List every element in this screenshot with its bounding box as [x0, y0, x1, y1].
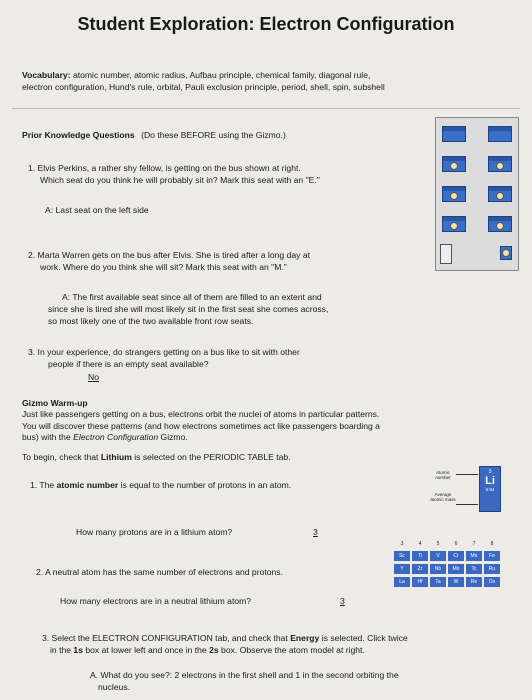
- warmup-q3-line-2: [50, 645, 365, 657]
- vocabulary-label: Vocabulary:: [22, 70, 71, 80]
- group-number: 8: [490, 541, 494, 547]
- element-cell[interactable]: Os: [484, 577, 500, 587]
- q3-l2-a: in the: [50, 645, 74, 655]
- group-number: 4: [418, 541, 422, 547]
- prior-a2-line-1: A: The first available seat since all of them are filled to an extent and: [62, 292, 322, 302]
- passenger-icon: [496, 192, 504, 200]
- element-cell[interactable]: Ta: [430, 577, 446, 587]
- begin-text-a: To begin, check that: [22, 452, 101, 462]
- prior-knowledge-header: [22, 130, 286, 142]
- warmup-p2: You will discover these patterns (and how electrons sometimes act like passengers boarding a: [22, 420, 380, 431]
- element-cell[interactable]: Y: [394, 564, 410, 574]
- bus-seat[interactable]: [442, 186, 466, 202]
- element-cell[interactable]: La: [394, 577, 410, 587]
- warmup-heading: Gizmo Warm-up: [22, 398, 88, 408]
- element-cell[interactable]: W: [448, 577, 464, 587]
- warmup-q1: [30, 480, 291, 492]
- passenger-icon: [496, 162, 504, 170]
- pointer-arrow: [456, 504, 478, 505]
- element-cell[interactable]: Tc: [466, 564, 482, 574]
- divider: [12, 108, 520, 109]
- bus-seat[interactable]: [488, 126, 512, 142]
- periodic-table-snippet: [394, 540, 500, 590]
- group-number: 5: [436, 541, 440, 547]
- prior-knowledge-heading: Prior Knowledge Questions: [22, 130, 135, 140]
- bus-driver-seat: [500, 246, 512, 260]
- warmup-intro: [22, 409, 512, 444]
- average-mass-label: Average atomic mass: [430, 492, 456, 502]
- passenger-icon: [496, 222, 504, 230]
- vocabulary-line-2: electron configuration, Hund's rule, orbital, Pauli exclusion principle, period, shell, spin, subshell: [22, 81, 385, 92]
- atomic-number-label: Atomic number: [435, 470, 451, 480]
- q1-atomic-number: atomic number: [56, 480, 119, 490]
- q1-text-a: 1. The: [30, 480, 57, 490]
- group-number: 3: [400, 541, 404, 547]
- lithium-atomic-number: 3: [488, 469, 492, 475]
- element-row: [394, 564, 500, 574]
- page-title: Student Exploration: Electron Configuration: [77, 14, 455, 34]
- passenger-icon: [450, 192, 458, 200]
- warmup-q2: 2. A neutral atom has the same number of electrons and protons.: [36, 567, 283, 577]
- lithium-tile[interactable]: [479, 466, 501, 512]
- prior-q3-line-1: 3. In your experience, do strangers getting on a bus like to sit with other: [28, 347, 300, 357]
- bus-seat[interactable]: [442, 216, 466, 232]
- group-number: 7: [472, 541, 476, 547]
- bus-seat[interactable]: [442, 126, 466, 142]
- element-cell[interactable]: Mo: [448, 564, 464, 574]
- element-row: [394, 577, 500, 587]
- warmup-q1-answer: 3: [313, 527, 318, 537]
- element-cell[interactable]: Fe: [484, 551, 500, 561]
- prior-q2-line-2: work. Where do you think she will sit? Mark this seat with an "M.": [40, 262, 287, 272]
- warmup-q2-answer: 3: [340, 596, 345, 606]
- q3-2s: 2s: [209, 645, 219, 655]
- prior-q2-line-1: 2. Marta Warren gets on the bus after Elvis. She is tired after a long day at: [28, 250, 310, 260]
- begin-text-c: is selected on the PERIODIC TABLE tab.: [131, 452, 291, 462]
- driver-icon: [502, 249, 510, 257]
- element-cell[interactable]: Hf: [412, 577, 428, 587]
- passenger-icon: [450, 222, 458, 230]
- element-cell[interactable]: Sc: [394, 551, 410, 561]
- group-number-row: [394, 540, 500, 548]
- element-cell[interactable]: Nb: [430, 564, 446, 574]
- warmup-p1: Just like passengers getting on a bus, electrons orbit the nuclei of atoms in particular patterns.: [22, 409, 380, 419]
- prior-q3-line-2: people if there is an empty seat available?: [48, 359, 209, 369]
- bus-seat[interactable]: [488, 156, 512, 172]
- element-cell[interactable]: Re: [466, 577, 482, 587]
- vocabulary-block: [22, 70, 522, 93]
- prior-a2-line-3: so most likely one of the two available front row seats.: [48, 316, 254, 326]
- element-cell[interactable]: Ti: [412, 551, 428, 561]
- prior-q1-line-1: 1. Elvis Perkins, a rather shy fellow, is getting on the bus shown at right.: [28, 163, 301, 173]
- lithium-mass: 6.94: [485, 487, 495, 492]
- begin-lithium: Lithium: [100, 452, 132, 462]
- pointer-arrow: [456, 474, 478, 475]
- warmup-q2-ask: How many electrons are in a neutral lithium atom?: [60, 596, 252, 606]
- warmup-a3-line-1: A. What do you see?: 2 electrons in the first shell and 1 in the second orbiting the: [90, 670, 399, 680]
- group-number: 6: [454, 541, 458, 547]
- element-cell[interactable]: V: [430, 551, 446, 561]
- element-cell[interactable]: Cr: [448, 551, 464, 561]
- q3-1s: 1s: [73, 645, 83, 655]
- bus-seat[interactable]: [442, 156, 466, 172]
- lithium-symbol: Li: [485, 475, 495, 487]
- element-cell[interactable]: Zr: [412, 564, 428, 574]
- prior-q1-line-2: Which seat do you think he will probably sit in? Mark this seat with an "E.": [40, 175, 320, 185]
- bus-seat[interactable]: [488, 186, 512, 202]
- warmup-a3-line-2: nucleus.: [98, 682, 131, 692]
- bus-illustration: [435, 117, 519, 271]
- warmup-q1-ask: How many protons are in a lithium atom?: [76, 527, 233, 537]
- passenger-icon: [450, 162, 458, 170]
- q3-l2-c: box at lower left and once in the: [82, 645, 210, 655]
- q1-text-c: is equal to the number of protons in an atom.: [118, 480, 292, 490]
- warmup-p3-a: bus) with the: [22, 432, 74, 442]
- q3-energy: Energy: [290, 633, 320, 643]
- element-cell[interactable]: Mn: [466, 551, 482, 561]
- q3-l2-e: box. Observe the atom model at right.: [218, 645, 365, 655]
- element-row: [394, 551, 500, 561]
- q3-l1-c: is selected. Click twice: [319, 633, 408, 643]
- prior-knowledge-note: (Do these BEFORE using the Gizmo.): [141, 130, 286, 140]
- bus-door: [440, 244, 452, 264]
- gizmo-name: Electron Configuration: [73, 432, 159, 442]
- prior-a2-line-2: since she is tired she will most likely sit in the first seat she comes across,: [48, 304, 329, 314]
- warmup-p3-c: Gizmo.: [158, 432, 188, 442]
- prior-a1: A: Last seat on the left side: [45, 205, 149, 215]
- bus-seat[interactable]: [488, 216, 512, 232]
- warmup-begin: [22, 452, 291, 464]
- prior-a3: No: [88, 372, 99, 382]
- element-cell[interactable]: Ru: [484, 564, 500, 574]
- q3-l1-a: 3. Select the ELECTRON CONFIGURATION tab, and check that: [42, 633, 291, 643]
- warmup-q3-line-1: [42, 633, 408, 645]
- vocabulary-line-1: atomic number, atomic radius, Aufbau principle, chemical family, diagonal rule,: [72, 70, 371, 80]
